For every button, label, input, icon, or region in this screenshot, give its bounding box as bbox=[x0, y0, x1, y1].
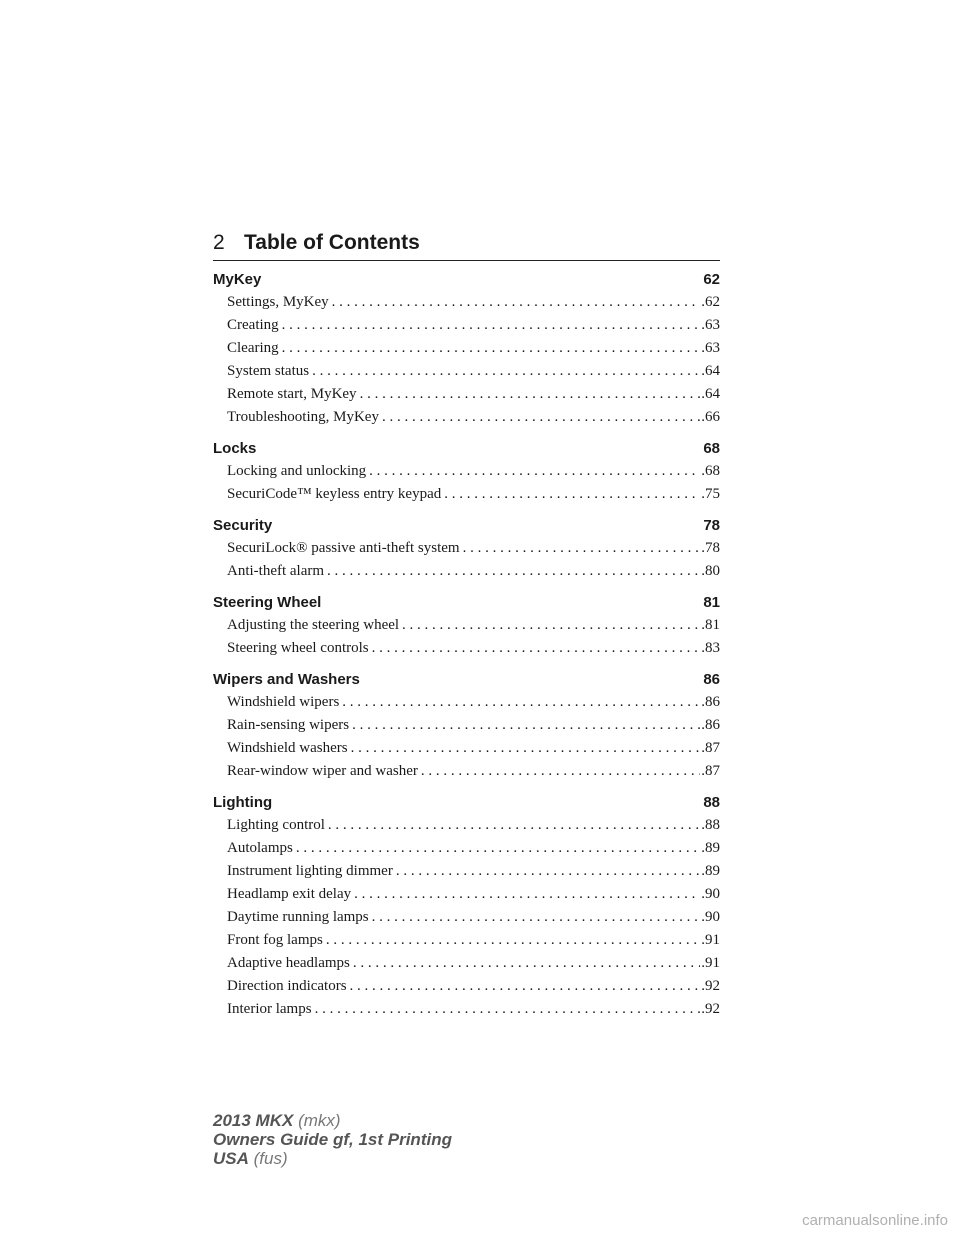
toc-entry-label: Anti-theft alarm bbox=[227, 563, 325, 579]
toc-entry-page: .89 bbox=[701, 840, 720, 856]
toc-entry[interactable] bbox=[213, 906, 720, 929]
toc-entry-page: .63 bbox=[701, 340, 720, 356]
toc-entry-page: .83 bbox=[701, 640, 720, 656]
toc-section-page: 88 bbox=[703, 794, 720, 811]
toc-entry-leader-dots bbox=[350, 952, 700, 975]
toc-entry-page: .81 bbox=[701, 617, 720, 633]
toc-entry-leader-dots bbox=[379, 406, 700, 429]
toc-entry-page: .90 bbox=[701, 909, 720, 925]
toc-entry-page: .91 bbox=[701, 932, 720, 948]
toc-entry-label: Interior lamps bbox=[227, 1001, 312, 1017]
toc-section-heading[interactable] bbox=[213, 791, 720, 814]
toc-section-page: 68 bbox=[703, 440, 720, 457]
toc-entry-page: .62 bbox=[701, 294, 720, 310]
toc-section-heading[interactable] bbox=[213, 514, 720, 537]
toc-entry[interactable] bbox=[213, 537, 720, 560]
toc-entry-page: .66 bbox=[701, 409, 720, 425]
toc-entry-label: Settings, MyKey bbox=[227, 294, 329, 310]
toc-entry-label: Locking and unlocking bbox=[227, 463, 367, 479]
toc-entry-leader-dots bbox=[369, 637, 701, 660]
footer-line-guide bbox=[213, 1130, 452, 1149]
toc-section-heading[interactable] bbox=[213, 268, 720, 291]
toc-entry-leader-dots bbox=[339, 691, 700, 714]
toc-section-title: Steering Wheel bbox=[213, 594, 322, 611]
toc-entry-page: .78 bbox=[701, 540, 720, 556]
toc-entry-leader-dots bbox=[325, 814, 700, 837]
toc-entry[interactable] bbox=[213, 406, 720, 429]
toc-entry-label: Rear-window wiper and washer bbox=[227, 763, 418, 779]
toc-section-page: 81 bbox=[703, 594, 720, 611]
toc-section bbox=[213, 791, 720, 1021]
toc-entry[interactable] bbox=[213, 837, 720, 860]
toc-section bbox=[213, 514, 720, 583]
toc-entry[interactable] bbox=[213, 998, 720, 1021]
toc-entry[interactable] bbox=[213, 560, 720, 583]
toc-entry-label: Windshield washers bbox=[227, 740, 348, 756]
toc-entry-page: .89 bbox=[701, 863, 720, 879]
toc-entry-leader-dots bbox=[293, 837, 700, 860]
toc-section-page: 62 bbox=[703, 271, 720, 288]
toc-entry-leader-dots bbox=[399, 614, 700, 637]
toc-entry[interactable] bbox=[213, 637, 720, 660]
toc-entry[interactable] bbox=[213, 714, 720, 737]
toc-entry-leader-dots bbox=[393, 860, 700, 883]
toc-entry[interactable] bbox=[213, 291, 720, 314]
toc-entry-label: Clearing bbox=[227, 340, 279, 356]
toc-entry-leader-dots bbox=[279, 314, 701, 337]
toc-entry-label: Headlamp exit delay bbox=[227, 886, 352, 902]
toc-section-title: MyKey bbox=[213, 271, 262, 288]
toc-entry-label: Windshield wipers bbox=[227, 694, 340, 710]
toc-section bbox=[213, 591, 720, 660]
toc-entry-label: Lighting control bbox=[227, 817, 325, 833]
toc-entry-label: Rain-sensing wipers bbox=[227, 717, 350, 733]
footer-market-code: (fus) bbox=[253, 1149, 288, 1168]
toc-section-title: Locks bbox=[213, 440, 257, 457]
page-header bbox=[213, 230, 720, 261]
toc-entry-label: Adjusting the steering wheel bbox=[227, 617, 400, 633]
toc-section-title: Lighting bbox=[213, 794, 273, 811]
toc-entry-label: Autolamps bbox=[227, 840, 293, 856]
toc-section-heading[interactable] bbox=[213, 591, 720, 614]
toc-entry-leader-dots bbox=[312, 998, 701, 1021]
toc-entry-label: Instrument lighting dimmer bbox=[227, 863, 393, 879]
toc-section-title: Security bbox=[213, 517, 273, 534]
toc-entry-leader-dots bbox=[309, 360, 700, 383]
toc-entry-label: SecuriCode™ keyless entry keypad bbox=[227, 486, 442, 502]
toc-entry[interactable] bbox=[213, 691, 720, 714]
toc-entry[interactable] bbox=[213, 460, 720, 483]
footer-market: USA bbox=[213, 1149, 249, 1168]
toc-entry[interactable] bbox=[213, 814, 720, 837]
footer-model: 2013 MKX bbox=[213, 1111, 294, 1130]
toc-entry[interactable] bbox=[213, 883, 720, 906]
toc-entry[interactable] bbox=[213, 614, 720, 637]
toc-entry[interactable] bbox=[213, 952, 720, 975]
toc-entry-leader-dots bbox=[441, 483, 700, 506]
document-footer bbox=[213, 1111, 452, 1168]
toc-entry-label: Creating bbox=[227, 317, 279, 333]
toc-entry-label: Daytime running lamps bbox=[227, 909, 369, 925]
toc-entry-page: .80 bbox=[701, 563, 720, 579]
toc-entry[interactable] bbox=[213, 737, 720, 760]
toc-entry-leader-dots bbox=[279, 337, 701, 360]
toc-entry-page: .87 bbox=[701, 740, 720, 756]
toc-section-page: 86 bbox=[703, 671, 720, 688]
toc-entry-page: .64 bbox=[701, 386, 720, 402]
toc-entry-page: .88 bbox=[701, 817, 720, 833]
toc-section-heading[interactable] bbox=[213, 668, 720, 691]
toc-entry-leader-dots bbox=[460, 537, 701, 560]
toc-entry-leader-dots bbox=[369, 906, 701, 929]
footer-model-code: (mkx) bbox=[298, 1111, 341, 1130]
toc-entry-leader-dots bbox=[357, 383, 701, 406]
toc-entry[interactable] bbox=[213, 314, 720, 337]
page-title: Table of Contents bbox=[244, 231, 420, 254]
toc-section-title: Wipers and Washers bbox=[213, 671, 360, 688]
toc-entry-label: Steering wheel controls bbox=[227, 640, 369, 656]
toc-entry-page: .75 bbox=[701, 486, 720, 502]
toc-entry-leader-dots bbox=[347, 975, 701, 998]
toc-entry-leader-dots bbox=[418, 760, 700, 783]
toc-entry-leader-dots bbox=[324, 560, 700, 583]
toc-entry[interactable] bbox=[213, 929, 720, 952]
toc-entry[interactable] bbox=[213, 383, 720, 406]
toc-entry[interactable] bbox=[213, 483, 720, 506]
toc-entry-page: .64 bbox=[701, 363, 720, 379]
toc-entry-leader-dots bbox=[329, 291, 701, 314]
watermark: carmanualsonline.info bbox=[802, 1212, 948, 1229]
toc-entry-leader-dots bbox=[351, 883, 700, 906]
toc-section-page: 78 bbox=[703, 517, 720, 534]
toc-entry-label: Front fog lamps bbox=[227, 932, 323, 948]
toc-entry-page: .86 bbox=[701, 694, 720, 710]
toc-entry-page: .91 bbox=[701, 955, 720, 971]
footer-line-market bbox=[213, 1149, 452, 1168]
toc-entry[interactable] bbox=[213, 337, 720, 360]
toc-entry[interactable] bbox=[213, 975, 720, 998]
toc-entry[interactable] bbox=[213, 360, 720, 383]
toc-entry-leader-dots bbox=[366, 460, 700, 483]
toc-entry-label: Troubleshooting, MyKey bbox=[227, 409, 379, 425]
table-of-contents bbox=[213, 268, 720, 1029]
toc-entry-leader-dots bbox=[348, 737, 701, 760]
toc-entry[interactable] bbox=[213, 760, 720, 783]
toc-entry-leader-dots bbox=[323, 929, 700, 952]
toc-entry-label: System status bbox=[227, 363, 310, 379]
toc-entry-label: Remote start, MyKey bbox=[227, 386, 357, 402]
footer-line-model bbox=[213, 1111, 452, 1130]
toc-section bbox=[213, 437, 720, 506]
toc-entry-page: .86 bbox=[701, 717, 720, 733]
toc-section bbox=[213, 668, 720, 783]
toc-entry-label: Direction indicators bbox=[227, 978, 347, 994]
page-number: 2 bbox=[213, 231, 225, 254]
toc-entry-page: .87 bbox=[701, 763, 720, 779]
toc-entry-page: .68 bbox=[701, 463, 720, 479]
toc-entry-label: SecuriLock® passive anti-theft system bbox=[227, 540, 460, 556]
toc-entry-page: .92 bbox=[701, 1001, 720, 1017]
footer-guide: Owners Guide gf, 1st Printing bbox=[213, 1130, 452, 1149]
toc-section-heading[interactable] bbox=[213, 437, 720, 460]
toc-entry-page: .63 bbox=[701, 317, 720, 333]
toc-section bbox=[213, 268, 720, 429]
toc-entry-page: .92 bbox=[701, 978, 720, 994]
toc-entry-label: Adaptive headlamps bbox=[227, 955, 350, 971]
toc-entry-page: .90 bbox=[701, 886, 720, 902]
toc-entry-leader-dots bbox=[349, 714, 700, 737]
toc-entry[interactable] bbox=[213, 860, 720, 883]
